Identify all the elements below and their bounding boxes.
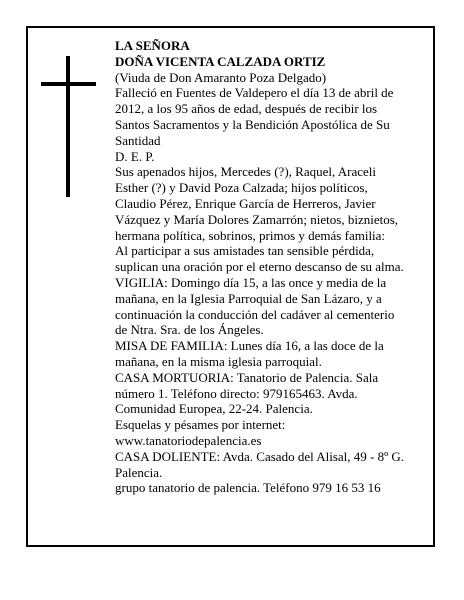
deceased-name: DOÑA VICENTA CALZADA ORTIZ: [115, 53, 326, 69]
obituary-text: [115, 38, 427, 496]
internet-condolences: Esquelas y pésames por internet: www.tanatoriodepalencia.es: [115, 417, 286, 448]
vigil-info: VIGILIA: Domingo día 15, a las once y media de la mañana, en la Iglesia Parroquial de San Lázaro, y a continuación la conducción del cadáver al cementerio de Ntra. Sra. de los Ángeles.: [115, 274, 395, 338]
prayer-request: Al participar a sus amistades tan sensible pérdida, suplican una oración por el eterno descanso de su alma.: [115, 243, 404, 275]
death-notice: Falleció en Fuentes de Valdepero el día 13 de abril de 2012, a los 95 años de edad, después de recibir los Santos Sacramentos y la Bendición Apostólica de Su Santidad: [115, 85, 394, 148]
heading-la-senora: LA SEÑORA: [115, 38, 190, 53]
widow-of: (Viuda de Don Amaranto Poza Delgado): [115, 69, 327, 85]
funeral-group-phone: grupo tanatorio de palencia. Teléfono 979 16 53 16: [115, 480, 381, 496]
cross-horizontal-bar: [41, 82, 96, 86]
cross-vertical-bar: [66, 56, 70, 197]
funeral-home-info: CASA MORTUORIA: Tanatorio de Palencia. Sala número 1. Teléfono directo: 979165463. Avda. Comunidad Europea, 22-24. Palencia.: [115, 369, 379, 417]
family-mass-info: MISA DE FAMILIA: Lunes día 16, a las doce de la mañana, en la misma iglesia parroquial.: [115, 338, 384, 369]
family-list: Sus apenados hijos, Mercedes (?), Raquel, Araceli Esther (?) y David Poza Calzada; hijos políticos, Claudio Pérez, Enrique García de Herreros, Javier Vázquez y María Dolores Zamarrón; nietos, biznietos, hermana política, sobrinos, primos y demás familia:: [115, 164, 399, 243]
rip: D. E. P.: [115, 148, 155, 164]
family-home-address: CASA DOLIENTE: Avda. Casado del Alisal, 49 - 8º G. Palencia.: [115, 448, 405, 480]
